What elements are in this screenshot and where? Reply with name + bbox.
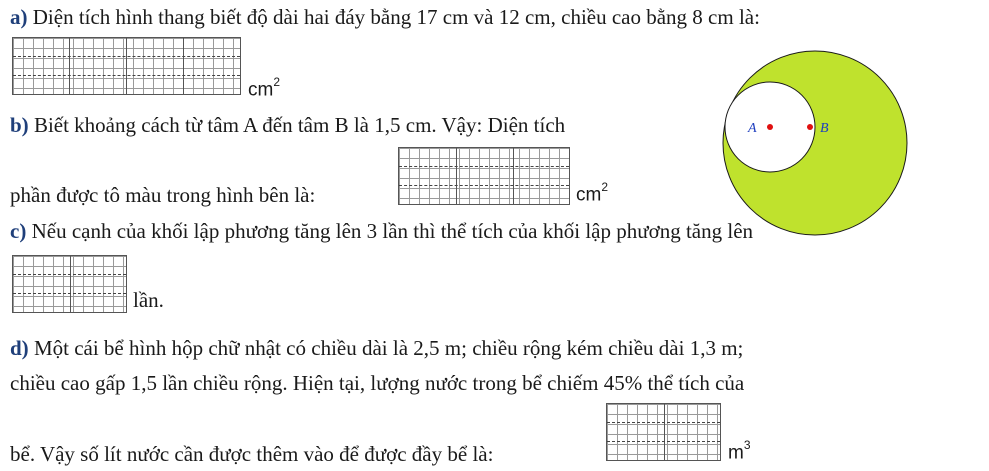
center-a-label: A [748, 121, 757, 136]
center-b-label: B [820, 121, 829, 136]
question-a-label: a) [10, 5, 28, 29]
answer-box-guide-line [399, 185, 569, 186]
answer-box-guide-line [607, 422, 720, 423]
question-c-label: c) [10, 219, 27, 243]
answer-box-a[interactable] [12, 37, 241, 95]
unit-a: $cm^2$ [248, 75, 281, 101]
answer-box-guide-line [13, 293, 126, 294]
answer-box-guide-line [13, 274, 126, 275]
center-a-point [767, 124, 773, 130]
question-c-body-line1: Nếu cạnh của khối lập phương tăng lên 3 lần thì thể tích của khối lập phương tăng lên [31, 219, 754, 243]
question-b-label: b) [10, 113, 29, 137]
answer-box-guide-line [607, 441, 720, 442]
question-d-text-line1 [10, 336, 743, 360]
question-b-text-line2: phần được tô màu trong hình bên là: [10, 183, 316, 207]
question-a-text [10, 5, 760, 29]
question-b-body-line1: Biết khoảng cách từ tâm A đến tâm B là 1,5 cm. Vậy: Diện tích [33, 113, 566, 137]
question-d-body-line1: Một cái bể hình hộp chữ nhật có chiều dài là 2,5 m; chiều rộng kém chiều dài 1,3 m; [33, 336, 744, 360]
unit-d: $m^3$ [728, 438, 751, 464]
question-c-text-line1 [10, 219, 753, 243]
circle-figure [722, 50, 922, 240]
question-d-text-line2: chiều cao gấp 1,5 lần chiều rộng. Hiện tại, lượng nước trong bể chiếm 45% thể tích của [10, 371, 745, 395]
question-b-text-line1 [10, 113, 565, 137]
unit-b: $cm^2$ [576, 180, 609, 206]
question-d-text-line3: bể. Vậy số lít nước cần được thêm vào để được đầy bể là: [10, 442, 494, 466]
question-d-label: d) [10, 336, 29, 360]
center-b-point [807, 124, 813, 130]
answer-box-d[interactable] [606, 403, 721, 461]
question-a-body: Diện tích hình thang biết độ dài hai đáy bằng 17 cm và 12 cm, chiều cao bằng 8 cm là: [32, 5, 760, 29]
answer-box-b[interactable] [398, 147, 570, 205]
answer-box-guide-line [13, 75, 240, 76]
question-c-text-line2: lần. [133, 288, 164, 312]
answer-box-guide-line [13, 56, 240, 57]
answer-box-c[interactable] [12, 255, 127, 313]
answer-box-guide-line [399, 166, 569, 167]
